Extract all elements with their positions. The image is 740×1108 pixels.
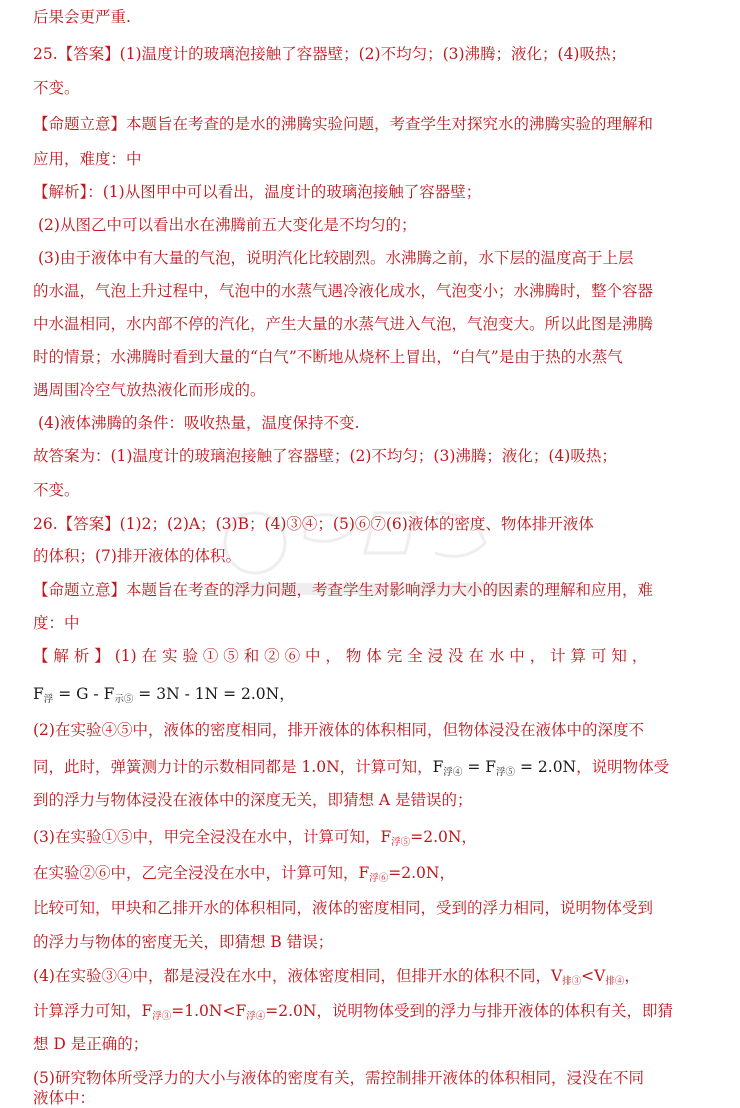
formula-line: $F_浮 = G - F_{示⑤} = 3N - 1N = 2.0N$， [33,685,295,705]
text-line: (5)研究物体所受浮力的大小与液体的密度有关，需控制排开液体的体积相同，浸没在不同 [33,1069,644,1087]
text-line: 遇周围冷空气放热液化而形成的。 [33,381,266,399]
text-line: 度：中 [33,614,80,632]
analysis-25: 【解析】：(1)从图甲中可以看出，温度计的玻璃泡接触了容器壁； [33,183,482,201]
text-line: 不变。 [33,481,80,499]
text-line: 中水温相同，水内部不停的汽化，产生大量的水蒸气进入气泡，气泡变大。所以此图是沸腾 [33,315,654,333]
text-line: (4)在实验③④中，都是浸没在水中，液体密度相同，但排开水的体积不同，$V_{排③}<V_{排④}$， [33,967,640,987]
text-line: 比较可知，甲块和乙排开水的体积相同，液体的密度相同，受到的浮力相同，说明物体受到 [33,899,654,917]
text-line: (2)从图乙中可以看出水在沸腾前五大变化是不均匀的； [38,216,417,234]
text-line: (4)液体沸腾的条件：吸收热量，温度保持不变. [38,414,360,432]
text-line: (3)在实验①⑤中，甲完全浸没在水中，计算可知，$F_{浮⑤}=2.0N$， [33,828,477,848]
text-line: 液体中： [33,1089,96,1107]
text-line: 的水温，气泡上升过程中，气泡中的水蒸气遇冷液化成水，气泡变小；水沸腾时，整个容器 [33,282,654,300]
text-line: 在实验②⑥中，乙完全浸没在水中，计算可知，$F_{浮⑥}=2.0N$， [33,864,455,884]
text-line: 故答案为：(1)温度计的玻璃泡接触了容器壁；(2)不均匀；(3)沸腾；液化；(4)吸热； [33,447,617,465]
text-line: 后果会更严重. [33,8,131,26]
text-line: (3)由于液体中有大量的气泡，说明汽化比较剧烈。水沸腾之前，水下层的温度高于上层 [38,249,634,267]
text-line: 想 D 是正确的； [33,1035,149,1053]
text-line: 的浮力与物体的密度无关，即猜想 B 错误； [33,933,334,951]
analysis-26: 【 解 析 】 (1) 在 实 验 ① ⑤ 和 ② ⑥ 中 ， 物 体 完 全 浸 没 在 水 中 ， 计 算 可 知 ， [33,647,648,665]
text-line: 的体积；(7)排开液体的体积。 [33,547,241,565]
text-line: 时的情景；水沸腾时看到大量的“白气”不断地从烧杯上冒出，“白气”是由于热的水蒸气 [33,348,623,366]
text-line: 计算浮力可知，$F_{浮③}=1.0N<F_{浮④}=2.0N$，说明物体受到的浮力与排开液体的体积有关，即猜 [33,1002,673,1022]
text-line: 不变。 [33,79,80,97]
intent-26: 【命题立意】本题旨在考查的浮力问题，考查学生对影响浮力大小的因素的理解和应用，难 [33,581,654,599]
text-line: 应用，难度：中 [33,150,142,168]
text-line: 同，此时，弹簧测力计的示数相同都是 1.0N，计算可知，$F_{浮④} = F_{浮⑤} = 2.0N$，说明物体受 [33,758,670,778]
intent-25: 【命题立意】本题旨在考查的是水的沸腾实验问题，考查学生对探究水的沸腾实验的理解和 [33,115,654,133]
answer-25: 25.【答案】(1)温度计的玻璃泡接触了容器壁；(2)不均匀；(3)沸腾；液化；(4)吸热； [33,45,626,63]
text-line: (2)在实验④⑤中，液体的密度相同，排开液体的体积相同，但物体浸没在液体中的深度不 [33,721,644,739]
text-line: 到的浮力与物体浸没在液体中的深度无关，即猜想 A 是错误的； [33,791,473,809]
answer-26: 26.【答案】(1)2；(2)A；(3)B；(4)③④；(5)⑥⑦(6)液体的密度、物体排开液体 [33,515,594,533]
